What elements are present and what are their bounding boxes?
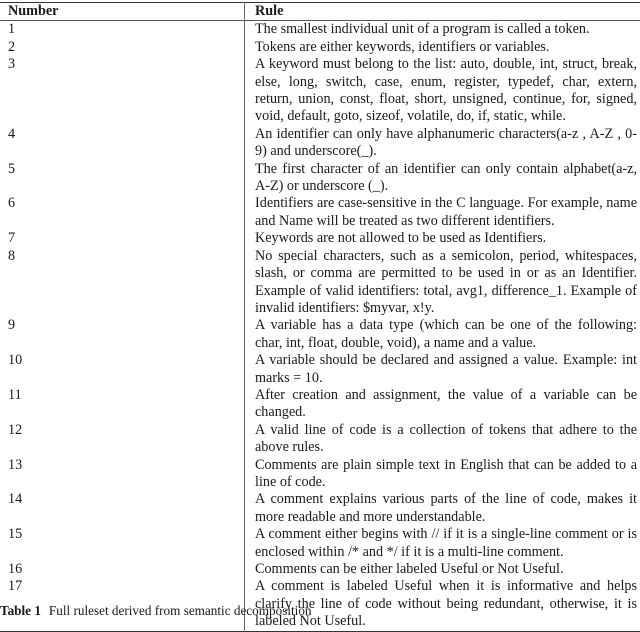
rule-number: 11 [0,387,245,422]
table-body [0,21,640,631]
rule-text: The first character of an identifier can only contain alphabet(a-z, A-Z) or underscore (_). [245,161,640,196]
rule-text: A comment is labeled Useful when it is informative and helps clarify the line of code without being redundant, otherwise, it is labeled Not Useful. [245,578,640,631]
table-row [0,422,640,457]
rule-number: 6 [0,195,245,230]
rule-number: 3 [0,56,245,126]
rule-text: Identifiers are case-sensitive in the C language. For example, name and Name will be treated as two different identifiers. [245,195,640,230]
table-row [0,21,640,39]
header-rule: Rule [245,3,640,21]
table-row [0,56,640,126]
rule-number: 13 [0,457,245,492]
rule-text: After creation and assignment, the value of a variable can be changed. [245,387,640,422]
rule-text: Comments can be either labeled Useful or Not Useful. [245,561,640,578]
rule-text: A valid line of code is a collection of tokens that adhere to the above rules. [245,422,640,457]
rule-text: No special characters, such as a semicolon, period, whitespaces, slash, or comma are permitted to be used in or as an Identifier. Example of valid identifiers: total, avg1, difference_1. Example of invalid identifiers: $myvar, x!y. [245,248,640,318]
table-row [0,230,640,247]
table-row [0,526,640,561]
rule-number: 16 [0,561,245,578]
rule-number: 7 [0,230,245,247]
table-caption [0,603,312,619]
rule-number: 5 [0,161,245,196]
header-number: Number [0,3,245,21]
caption-text: Full ruleset derived from semantic decomposition [49,603,312,618]
table-row [0,161,640,196]
table-row [0,248,640,318]
header-row [0,3,640,21]
rule-number: 15 [0,526,245,561]
rule-text: Comments are plain simple text in English that can be added to a line of code. [245,457,640,492]
ruleset-table [0,2,640,632]
table-row [0,195,640,230]
rule-text: A variable should be declared and assigned a value. Example: int marks = 10. [245,352,640,387]
rule-text: A comment either begins with // if it is a single-line comment or is enclosed within /* and */ if it is a multi-line comment. [245,526,640,561]
table-row [0,491,640,526]
rule-number: 12 [0,422,245,457]
rule-number: 9 [0,317,245,352]
rule-number: 4 [0,126,245,161]
rule-number: 1 [0,21,245,39]
table-row [0,126,640,161]
rule-number: 10 [0,352,245,387]
table-row [0,457,640,492]
table-row [0,387,640,422]
rule-text: A variable has a data type (which can be one of the following: char, int, float, double, void), a name and a value. [245,317,640,352]
rule-text: Keywords are not allowed to be used as Identifiers. [245,230,640,247]
caption-label: Table 1 [0,603,41,618]
table-header [0,3,640,21]
rule-text: An identifier can only have alphanumeric characters(a-z , A-Z , 0-9) and underscore(_). [245,126,640,161]
table-row [0,561,640,578]
rule-number: 8 [0,248,245,318]
rule-number: 17 [0,578,245,631]
table-row [0,317,640,352]
rule-number: 2 [0,39,245,56]
rule-text: A comment explains various parts of the line of code, makes it more readable and more understandable. [245,491,640,526]
rule-text: Tokens are either keywords, identifiers or variables. [245,39,640,56]
rule-number: 14 [0,491,245,526]
table-row [0,352,640,387]
rule-text: A keyword must belong to the list: auto, double, int, struct, break, else, long, switch, case, enum, register, typedef, char, extern, return, union, const, float, short, unsigned, continue, for, signed, void, default, goto, sizeof, volatile, do, if, static, while. [245,56,640,126]
table-row [0,39,640,56]
rule-text: The smallest individual unit of a program is called a token. [245,21,640,39]
